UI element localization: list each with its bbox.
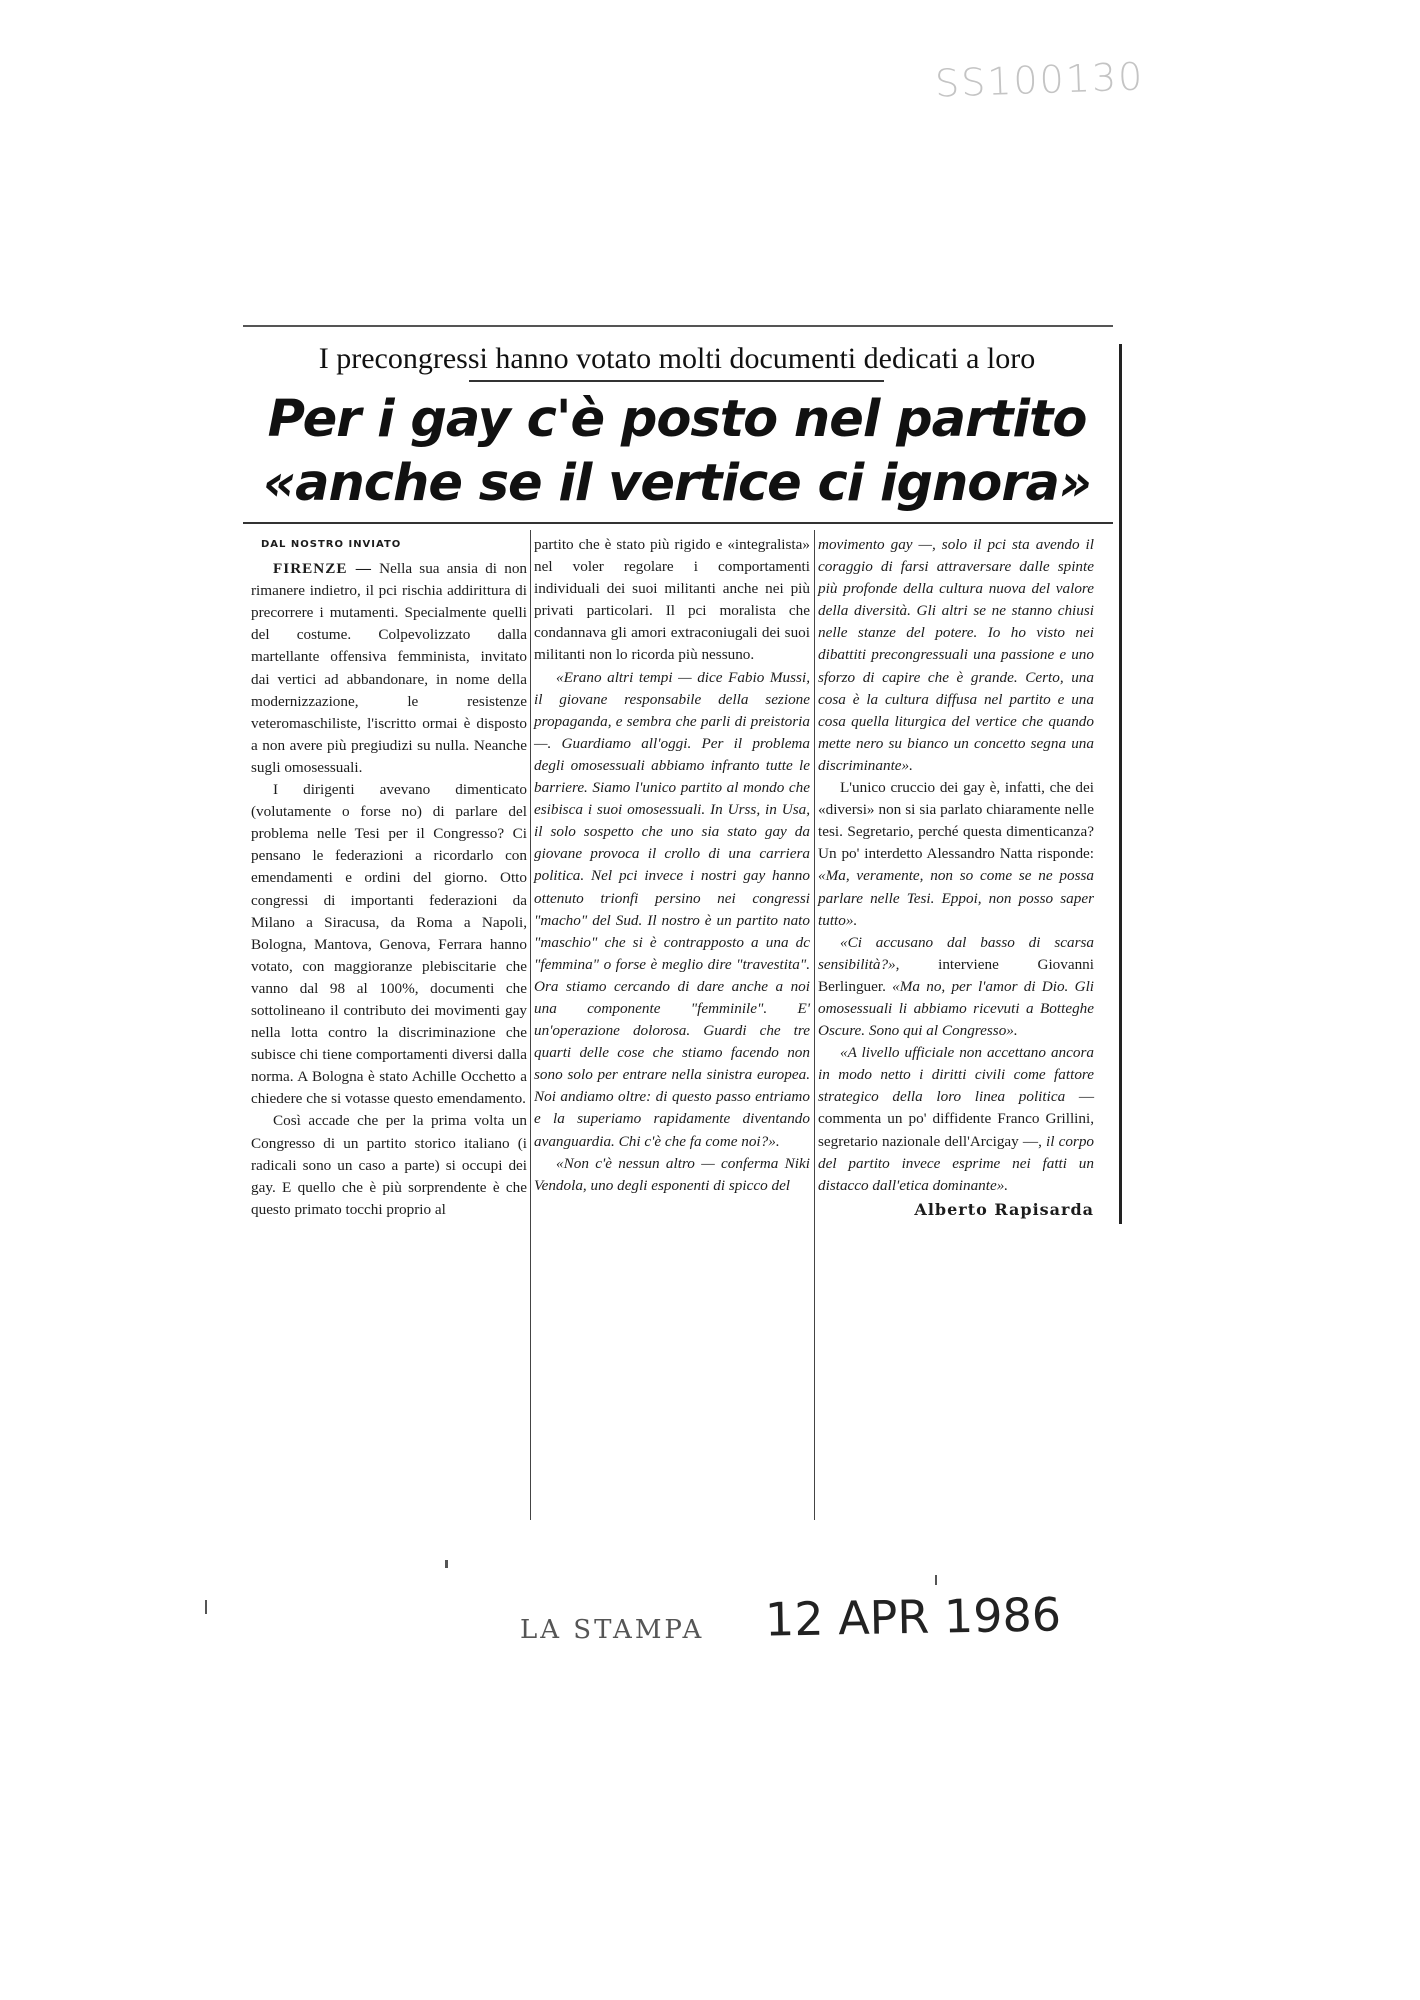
paragraph — [534, 667, 810, 1153]
top-rule — [243, 325, 1113, 327]
quote-text: «Ci accusano dal basso di scarsa sensibilità?», — [818, 933, 1094, 973]
scan-speck — [445, 1560, 448, 1568]
kicker: I precongressi hanno votato molti documenti dedicati a loro — [318, 342, 1036, 375]
headline-line-1: Per i gay c'è posto nel partito — [267, 390, 1087, 449]
paragraph: Così accade che per la prima volta un Congresso di un partito storico italiano (i radicali sono un caso a parte) si occupi dei gay. E quello che è più sorprendente è che questo primato tocchi proprio al — [251, 1112, 527, 1218]
kicker-underline — [469, 380, 884, 382]
quote-text: «Ma no, per l'amor di Dio. Gli omosessuali li abbiamo ricevuti a Botteghe Oscure. Sono qui al Congresso». — [818, 977, 1095, 1040]
paragraph — [818, 932, 1094, 1042]
archive-code: SS100130 — [934, 54, 1146, 106]
quote-text: «A livello ufficiale non accettano ancora in modo netto i diritti civili come fattore strategico della loro linea politica — [818, 1044, 1094, 1106]
paragraph — [818, 1042, 1094, 1197]
column-divider — [814, 530, 815, 1520]
source-stamp: LA STAMPA — [520, 1615, 705, 1645]
paragraph: I dirigenti avevano dimenticato (volutamente o forse no) di parlare del problema nelle Tesi per il Congresso? Ci pensano le federazioni a ricordarlo con emendamenti e ordini del giorno. Otto congressi di importanti federazioni da Milano a Siracusa, da Roma a Napoli, Bologna, Mantova, Genova, Ferrara hanno votato, con maggioranze plebiscitarie che vanno dal 98 al 100%, documenti che sottolineano il contributo dei movimenti gay nella lotta contro la discriminazione che subisce chi tiene comportamenti diversi dalla norma. A Bologna è stato Achille Occhetto a chiedere che si votasse questo emendamento. — [251, 781, 527, 1108]
paragraph-text: — commenta un po' diffidente Franco Grillini, segretario nazionale dell'Arcigay —, — [818, 1088, 1094, 1150]
article-column-2 — [534, 534, 810, 1197]
paragraph — [818, 777, 1094, 932]
right-rule — [1119, 344, 1122, 1224]
author-signature: Alberto Rapisarda — [914, 1199, 1094, 1219]
quote-text: «Ma, veramente, non so come se ne possa parlare nelle Tesi. Eppoi, non posso saper tutto». — [818, 867, 1094, 929]
article-column-1 — [251, 534, 527, 1221]
paragraph — [251, 558, 527, 779]
scan-speck — [935, 1575, 937, 1585]
article-column-3 — [818, 534, 1094, 1221]
newspaper-clipping — [243, 322, 1123, 1517]
headline-line-2: «anche se il vertice ci ignora» — [262, 454, 1092, 513]
paragraph-text: interviene Giovanni Berlinguer. — [818, 955, 1094, 995]
dateline: FIRENZE — — [273, 560, 372, 578]
date-stamp: 12 APR 1986 — [764, 1587, 1062, 1647]
quote-text: «Erano altri tempi — dice Fabio Mussi, il giovane responsabile della sezione propaganda, e sembra che parli di preistoria —. Guardiamo all'oggi. — [534, 668, 810, 752]
headline-rule — [243, 522, 1113, 524]
column-divider — [530, 530, 531, 1520]
byline-top: DAL NOSTRO INVIATO — [261, 539, 402, 550]
paragraph: movimento gay —, solo il pci sta avendo il coraggio di farsi attraversare dalle spinte più profonde della cultura nuova del valore della diversità. Gli altri se ne stanno chiusi nelle stanze del potere. Io ho visto nei dibattiti precongressuali una passione e uno sforzo di capire che è grande. Certo, una cosa è la cultura diffusa nel partito e una cosa quella liturgica del vertice che quando mette nero su bianco un concetto segna una discriminante». — [818, 536, 1094, 774]
scan-speck — [205, 1600, 207, 1614]
quote-text: Per il problema degli omosessuali abbiamo infranto tutte le barriere. Siamo l'unico partito al mondo che esibisca i suoi omosessuali. In Urss, in Usa, il solo sospetto che uno sia stato gay da giovane provoca il crollo di una carriera politica. Nel pci invece i nostri gay hanno ottenuto trionfi persino nei congressi "macho" del Sud. Il nostro è un partito nato "maschio" che si è contrapposto a una dc "femmina" o forse è meglio dire "travestita". Ora stiamo cercando di dare anche a noi una componente "femminile". E' un'operazione dolorosa. Guardi che tre quarti delle cose che stiamo facendo non sono solo per entrare nella sinistra europea. Noi andiamo oltre: di questo passo entriamo e la superiamo rapidamente diventando avanguardia. Chi c'è che fa come noi?». — [534, 734, 810, 1150]
paragraph-text: Nella sua ansia di non rimanere indietro, il pci rischia addirittura di precorrere i mutamenti. Specialmente quelli del costume. Colpevolizzato dalla martellante offensiva femminista, invitato dai vertici ad abbandonare, in nome della modernizzazione, le resistenze veteromaschiliste, l'iscritto ormai è disposto a non avere più pregiudizi su nulla. Neanche sugli omosessuali. — [251, 560, 528, 776]
headline — [243, 388, 1111, 516]
paragraph: partito che è stato più rigido e «integralista» nel voler regolare i comportamenti individuali dei suoi militanti anche nei più privati particolari. Il pci moralista che condannava gli amori extraconiugali dei suoi militanti non lo ricorda più nessuno. — [534, 536, 810, 664]
paragraph: «Non c'è nessun altro — conferma Niki Vendola, uno degli esponenti di spicco del — [534, 1154, 810, 1194]
quote-text: il corpo del partito invece esprime nei fatti un distacco dall'etica dominante». — [818, 1132, 1095, 1194]
paragraph-text: L'unico cruccio dei gay è, infatti, che dei «diversi» non si sia parlato chiaramente nelle tesi. Segretario, perché questa dimenticanza? Un po' interdetto Alessandro Natta risponde: — [818, 779, 1094, 863]
